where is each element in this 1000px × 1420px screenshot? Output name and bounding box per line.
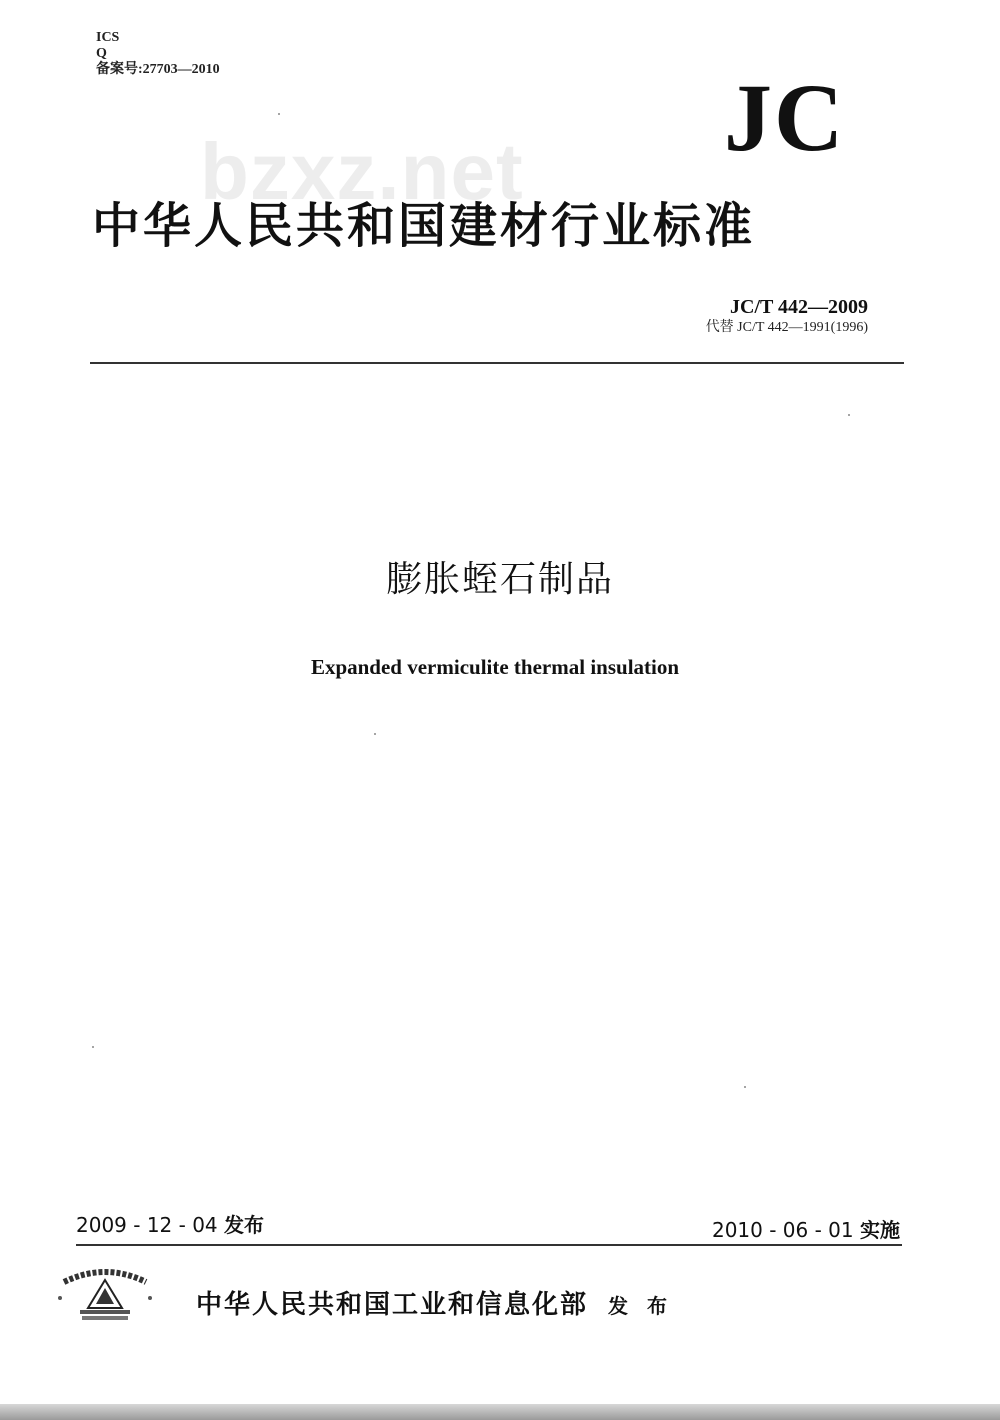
issue-date: 2009 - 12 - 04 <box>76 1213 218 1237</box>
scan-speck <box>374 733 376 735</box>
replaces-note: 代替 JC/T 442—1991(1996) <box>705 320 868 335</box>
scan-speck <box>744 1086 746 1088</box>
publisher-action: 发 布 <box>608 1294 673 1318</box>
category-code: JC <box>724 64 846 171</box>
effective-label: 实施 <box>860 1218 900 1242</box>
effective-date: 2010 - 06 - 01 <box>711 1218 854 1242</box>
classification-block <box>96 30 220 78</box>
publisher-name: 中华人民共和国工业和信息化部 <box>196 1290 589 1320</box>
scan-speck <box>848 414 850 416</box>
publisher-block <box>196 1288 673 1323</box>
scan-edge-bar <box>0 1404 1000 1420</box>
q-label: Q <box>96 46 107 61</box>
effective-date-block <box>712 1217 900 1243</box>
standard-type-title: 中华人民共和国建材行业标准 <box>92 198 756 254</box>
scan-speck <box>92 1046 94 1048</box>
standard-number-block <box>706 296 868 338</box>
standard-number: JC/T 442—2009 <box>730 296 868 318</box>
issue-label: 发布 <box>224 1213 265 1237</box>
scan-speck <box>278 113 280 115</box>
record-number: 备案号:27703—2010 <box>96 62 220 77</box>
footer-divider <box>76 1244 902 1246</box>
ics-label: ICS <box>96 30 120 45</box>
header-divider <box>90 362 904 364</box>
issue-date-block <box>76 1212 264 1238</box>
watermark: bzxz.net <box>200 127 524 216</box>
document-title-cn: 膨胀蛭石制品 <box>385 559 614 600</box>
document-title-en: Expanded vermiculite thermal insulation <box>310 655 680 679</box>
ministry-emblem-icon <box>54 1264 156 1324</box>
